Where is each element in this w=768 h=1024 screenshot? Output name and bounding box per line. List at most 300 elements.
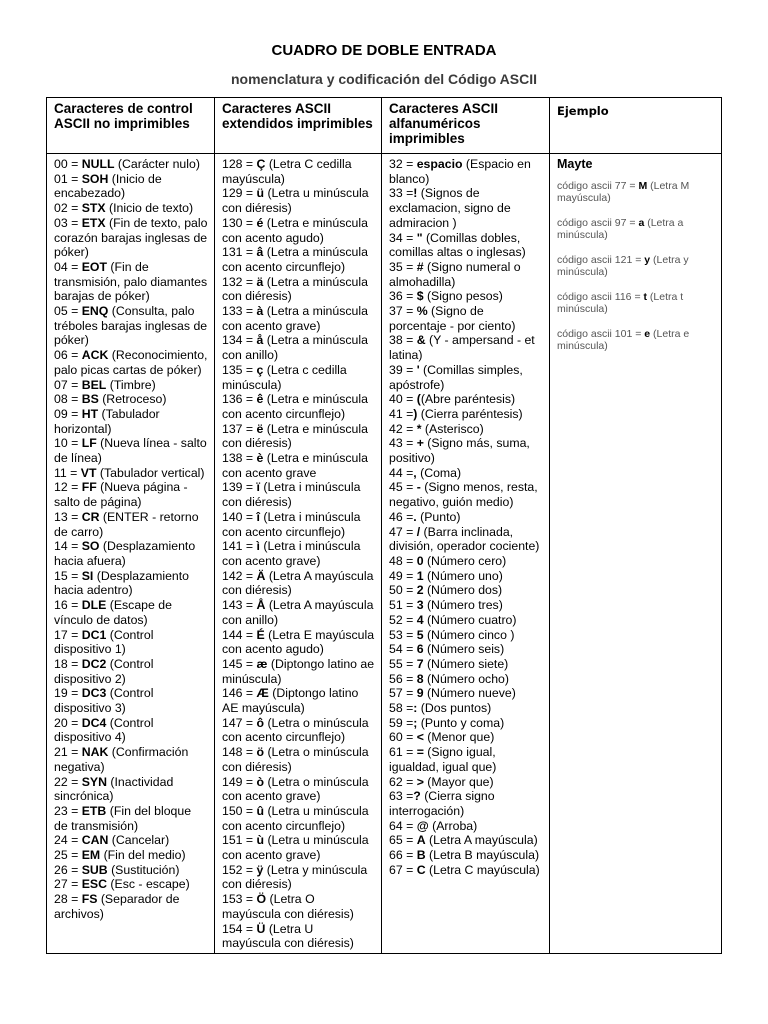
- char-code: 17 =: [54, 627, 82, 642]
- char-description: (Desplazamiento hacia adentro): [54, 568, 190, 598]
- char-description: (Número dos): [423, 583, 503, 598]
- extended-char-item: [222, 422, 375, 451]
- extended-char-item: [222, 657, 375, 686]
- char-description: (Cancelar): [108, 833, 170, 848]
- char-symbol: #: [416, 259, 424, 274]
- example-code: código ascii 101 =: [557, 327, 645, 340]
- example-code: código ascii 77 =: [557, 179, 639, 192]
- char-symbol: VT: [80, 465, 97, 480]
- alphanumeric-char-item: [389, 422, 543, 437]
- control-char-item: [54, 407, 208, 436]
- alphanumeric-char-item: [389, 789, 543, 818]
- char-symbol: &: [416, 333, 426, 348]
- example-line: [557, 254, 715, 278]
- alphanumeric-char-item: [389, 863, 543, 878]
- char-symbol: .: [413, 509, 417, 524]
- char-symbol: DC1: [81, 627, 107, 642]
- char-symbol: ACK: [81, 348, 109, 363]
- control-char-item: [54, 863, 208, 878]
- char-symbol: ENQ: [81, 304, 109, 319]
- alphanumeric-char-item: [389, 289, 543, 304]
- header-alphanumeric-chars: Caracteres ASCII alfanuméricos imprimibles: [382, 98, 550, 154]
- char-symbol: ö: [256, 745, 265, 760]
- char-symbol: HT: [81, 406, 99, 421]
- char-description: (Signo pesos): [423, 289, 503, 304]
- char-code: 34 =: [389, 230, 417, 245]
- char-code: 64 =: [389, 818, 417, 833]
- char-description: (Signo igual, igualdad, igual que): [389, 745, 497, 774]
- control-char-item: [54, 348, 208, 377]
- char-symbol: EOT: [81, 259, 107, 274]
- char-symbol: A: [416, 833, 426, 848]
- char-symbol: <: [416, 730, 424, 745]
- alphanumeric-chars-cell: [382, 154, 550, 954]
- extended-char-item: [222, 833, 375, 862]
- header-control-chars: Caracteres de control ASCII no imprimibles: [47, 98, 215, 154]
- extended-char-item: [222, 775, 375, 804]
- extended-char-item: [222, 863, 375, 892]
- char-description: (Letra u minúscula con acento circunflejo): [222, 803, 369, 833]
- char-symbol: FS: [81, 892, 98, 907]
- char-code: 139 =: [222, 480, 257, 495]
- example-symbol: a: [638, 216, 645, 229]
- alphanumeric-char-item: [389, 157, 543, 186]
- char-code: 47 =: [389, 524, 417, 539]
- char-code: 138 =: [222, 451, 257, 466]
- char-description: (Control dispositivo 1): [54, 627, 154, 657]
- char-description: (Confirmación negativa): [54, 745, 189, 774]
- char-code: 03 =: [54, 215, 82, 230]
- char-description: (Número seis): [423, 642, 505, 657]
- example-line: [557, 328, 715, 352]
- char-description: (Número ocho): [423, 671, 509, 686]
- char-description: (Comillas simples, apóstrofe): [389, 362, 523, 392]
- char-symbol: NULL: [81, 157, 115, 171]
- char-code: 50 =: [389, 583, 417, 598]
- extended-char-item: [222, 480, 375, 509]
- char-code: 61 =: [389, 745, 417, 760]
- char-symbol: ç: [256, 362, 264, 377]
- char-code: 41 =: [389, 406, 414, 421]
- char-symbol: ì: [256, 539, 260, 554]
- alphanumeric-char-item: [389, 525, 543, 554]
- char-description: (Letra B mayúscula): [425, 848, 540, 863]
- char-code: 04 =: [54, 259, 82, 274]
- char-code: 45 =: [389, 480, 417, 495]
- char-code: 132 =: [222, 274, 257, 289]
- char-symbol: (: [416, 392, 421, 407]
- char-symbol: ETB: [81, 803, 107, 818]
- char-symbol: 3: [416, 598, 424, 613]
- char-description: (Cierra paréntesis): [417, 406, 523, 421]
- example-symbol: t: [643, 290, 647, 303]
- control-char-item: [54, 304, 208, 348]
- char-symbol: LF: [81, 436, 97, 451]
- char-symbol: Æ: [256, 686, 269, 701]
- char-code: 55 =: [389, 656, 417, 671]
- char-code: 06 =: [54, 348, 82, 363]
- char-symbol: ): [413, 406, 418, 421]
- char-symbol: ETX: [81, 215, 106, 230]
- char-description: (Letra a minúscula con acento circunflejo): [222, 245, 368, 274]
- char-symbol: é: [256, 215, 264, 230]
- char-description: (ENTER - retorno de carro): [54, 509, 199, 539]
- extended-char-item: [222, 628, 375, 657]
- char-symbol: ": [416, 230, 423, 245]
- char-description: (Letra E mayúscula con acento agudo): [222, 627, 375, 657]
- char-symbol: 4: [416, 612, 424, 627]
- extended-char-item: [222, 510, 375, 539]
- char-code: 14 =: [54, 539, 82, 554]
- char-symbol: ü: [256, 186, 265, 201]
- example-code: código ascii 97 =: [557, 216, 639, 229]
- example-line: [557, 180, 715, 204]
- char-description: (Número tres): [423, 598, 503, 613]
- extended-char-item: [222, 892, 375, 921]
- alphanumeric-char-item: [389, 628, 543, 643]
- char-description: (Letra i minúscula con diéresis): [222, 480, 361, 510]
- char-description: (Letra u minúscula con diéresis): [222, 186, 369, 216]
- char-symbol: B: [416, 848, 426, 863]
- char-symbol: Ä: [256, 568, 266, 583]
- alphanumeric-char-item: [389, 466, 543, 481]
- char-code: 141 =: [222, 539, 257, 554]
- char-description: (Sustitución): [107, 862, 180, 877]
- char-symbol: ;: [413, 715, 418, 730]
- char-code: 151 =: [222, 833, 257, 848]
- char-description: (Carácter nulo): [114, 157, 200, 171]
- char-symbol: SUB: [81, 862, 108, 877]
- char-description: (Signo de porcentaje - por ciento): [389, 304, 516, 333]
- char-code: 19 =: [54, 686, 82, 701]
- alphanumeric-char-item: [389, 848, 543, 863]
- control-char-item: [54, 216, 208, 260]
- char-description: (Nueva página - salto de página): [54, 480, 188, 510]
- char-code: 65 =: [389, 833, 417, 848]
- control-char-item: [54, 392, 208, 407]
- char-description: (Abre paréntesis): [420, 392, 516, 407]
- char-description: (Letra e minúscula con acento agudo): [222, 215, 368, 245]
- char-code: 20 =: [54, 715, 82, 730]
- char-code: 15 =: [54, 568, 82, 583]
- char-description: (Tabulador vertical): [96, 465, 205, 480]
- char-description: (Letra c cedilla minúscula): [222, 362, 347, 392]
- extended-char-item: [222, 363, 375, 392]
- extended-char-item: [222, 539, 375, 568]
- char-description: (Letra A mayúscula con anillo): [222, 598, 374, 627]
- document-subtitle: nomenclatura y codificación del Código ASCII: [231, 71, 537, 87]
- char-symbol: 8: [416, 671, 424, 686]
- alphanumeric-char-item: [389, 583, 543, 598]
- extended-char-item: [222, 569, 375, 598]
- char-code: 12 =: [54, 480, 82, 495]
- char-symbol: 5: [416, 627, 424, 642]
- char-description: (Letra A mayúscula con diéresis): [222, 568, 374, 598]
- double-entry-table: [46, 97, 722, 954]
- alphanumeric-char-item: [389, 554, 543, 569]
- char-code: 32 =: [389, 157, 417, 171]
- char-description: (Comillas dobles, comillas altas o inglesas): [389, 230, 526, 260]
- alphanumeric-char-item: [389, 642, 543, 657]
- char-symbol: â: [256, 245, 264, 260]
- alphanumeric-char-item: [389, 480, 543, 509]
- char-description: (Inactividad sincrónica): [54, 774, 174, 804]
- char-description: (Número cero): [423, 553, 507, 568]
- alphanumeric-char-item: [389, 407, 543, 422]
- char-symbol: -: [416, 480, 421, 495]
- char-description: (Letra e minúscula con acento grave: [222, 451, 368, 480]
- char-symbol: è: [256, 451, 264, 466]
- extended-char-item: [222, 922, 375, 951]
- char-description: (Timbre): [106, 377, 156, 392]
- char-code: 147 =: [222, 715, 257, 730]
- alphanumeric-char-item: [389, 333, 543, 362]
- alphanumeric-char-item: [389, 819, 543, 834]
- char-code: 154 =: [222, 921, 257, 936]
- example-cell: [550, 154, 722, 954]
- extended-chars-cell: [215, 154, 382, 954]
- char-code: 58 =: [389, 701, 414, 716]
- char-code: 67 =: [389, 862, 417, 877]
- char-description: (Letra o minúscula con diéresis): [222, 745, 369, 774]
- alphanumeric-char-item: [389, 231, 543, 260]
- char-symbol: =: [416, 745, 424, 760]
- char-code: 140 =: [222, 509, 257, 524]
- char-code: 02 =: [54, 201, 82, 216]
- char-description: (Desplazamiento hacia afuera): [54, 539, 196, 568]
- extended-char-item: [222, 216, 375, 245]
- extended-char-item: [222, 598, 375, 627]
- control-char-item: [54, 598, 208, 627]
- char-description: (Inicio de texto): [105, 201, 194, 216]
- char-symbol: ': [416, 362, 420, 377]
- alphanumeric-char-item: [389, 186, 543, 230]
- char-description: (Letra y minúscula con diéresis): [222, 862, 368, 892]
- char-description: (Letra e minúscula con acento circunflejo): [222, 392, 368, 421]
- char-symbol: SO: [81, 539, 100, 554]
- char-code: 57 =: [389, 686, 417, 701]
- alphanumeric-char-item: [389, 304, 543, 333]
- char-code: 48 =: [389, 553, 417, 568]
- alphanumeric-char-item: [389, 657, 543, 672]
- char-description: (Número cuatro): [423, 612, 517, 627]
- control-char-item: [54, 833, 208, 848]
- char-symbol: Ö: [256, 892, 267, 907]
- char-description: (Signo menos, resta, negativo, guión medio): [389, 480, 538, 510]
- char-symbol: Å: [256, 598, 266, 613]
- char-symbol: ESC: [81, 877, 107, 892]
- char-code: 21 =: [54, 745, 82, 760]
- char-symbol: SYN: [81, 774, 107, 789]
- char-code: 42 =: [389, 421, 417, 436]
- char-symbol: !: [413, 186, 418, 201]
- char-symbol: SI: [81, 568, 94, 583]
- char-description: (Control dispositivo 3): [54, 686, 154, 716]
- example-line: [557, 291, 715, 315]
- char-code: 25 =: [54, 848, 82, 863]
- example-line: [557, 217, 715, 241]
- alphanumeric-char-item: [389, 730, 543, 745]
- control-chars-cell: [47, 154, 215, 954]
- char-code: 23 =: [54, 803, 82, 818]
- char-description: (Letra e minúscula con diéresis): [222, 421, 368, 451]
- char-description: (Letra C cedilla mayúscula): [222, 157, 352, 186]
- char-code: 10 =: [54, 436, 82, 451]
- char-code: 33 =: [389, 186, 414, 201]
- char-code: 60 =: [389, 730, 417, 745]
- char-code: 59 =: [389, 715, 414, 730]
- char-code: 36 =: [389, 289, 417, 304]
- char-code: 128 =: [222, 157, 257, 171]
- char-code: 39 =: [389, 362, 417, 377]
- alphanumeric-char-item: [389, 510, 543, 525]
- extended-char-item: [222, 686, 375, 715]
- alphanumeric-char-item: [389, 598, 543, 613]
- char-description: (Diptongo latino ae minúscula): [222, 656, 375, 686]
- char-symbol: DC4: [81, 715, 107, 730]
- char-description: (Número uno): [423, 568, 503, 583]
- char-symbol: FF: [81, 480, 97, 495]
- char-symbol: STX: [81, 201, 106, 216]
- char-description: (Barra inclinada, división, operador cociente): [389, 524, 540, 554]
- char-description: (Letra i minúscula con acento circunflejo): [222, 509, 361, 539]
- char-symbol: $: [416, 289, 424, 304]
- char-code: 13 =: [54, 509, 82, 524]
- char-code: 35 =: [389, 259, 417, 274]
- char-code: 37 =: [389, 304, 417, 319]
- char-description: (Nueva línea - salto de línea): [54, 436, 207, 466]
- char-code: 129 =: [222, 186, 257, 201]
- char-symbol: ô: [256, 715, 265, 730]
- char-symbol: +: [416, 436, 424, 451]
- char-symbol: î: [256, 509, 260, 524]
- document-title: CUADRO DE DOBLE ENTRADA: [271, 42, 497, 59]
- char-description: (Letra o minúscula con acento circunflejo): [222, 715, 369, 745]
- char-description: (Coma): [416, 465, 462, 480]
- char-description: (Retroceso): [98, 392, 167, 407]
- alphanumeric-char-item: [389, 672, 543, 687]
- char-code: 24 =: [54, 833, 82, 848]
- control-char-item: [54, 510, 208, 539]
- control-char-item: [54, 480, 208, 509]
- char-code: 143 =: [222, 598, 257, 613]
- char-symbol: à: [256, 304, 264, 319]
- char-code: 149 =: [222, 774, 257, 789]
- char-symbol: ù: [256, 833, 265, 848]
- char-code: 131 =: [222, 245, 257, 260]
- char-description: (Consulta, palo tréboles barajas inglesas de póker): [54, 304, 208, 348]
- char-symbol: DC3: [81, 686, 107, 701]
- control-char-item: [54, 848, 208, 863]
- alphanumeric-char-item: [389, 363, 543, 392]
- char-code: 150 =: [222, 803, 257, 818]
- char-symbol: æ: [256, 656, 268, 671]
- char-code: 26 =: [54, 862, 82, 877]
- char-code: 134 =: [222, 333, 257, 348]
- char-description: (Reconocimiento, palo picas cartas de póker): [54, 348, 208, 377]
- char-description: (Asterisco): [421, 421, 484, 436]
- alphanumeric-char-item: [389, 775, 543, 790]
- char-description: (Punto y coma): [417, 715, 505, 730]
- char-code: 130 =: [222, 215, 257, 230]
- char-code: 09 =: [54, 406, 82, 421]
- control-char-item: [54, 745, 208, 774]
- char-code: 53 =: [389, 627, 417, 642]
- example-description: (Letra a minúscula): [557, 216, 684, 241]
- char-description: (Signo más, suma, positivo): [389, 436, 530, 466]
- char-description: (Letra o minúscula con acento grave): [222, 774, 369, 804]
- char-description: (Letra i minúscula con acento grave): [222, 539, 361, 568]
- char-symbol: û: [256, 803, 265, 818]
- char-description: (Dos puntos): [417, 701, 492, 716]
- alphanumeric-char-item: [389, 833, 543, 848]
- control-char-item: [54, 466, 208, 481]
- char-symbol: /: [416, 524, 421, 539]
- char-code: 54 =: [389, 642, 417, 657]
- char-symbol: CAN: [81, 833, 109, 848]
- char-symbol: BEL: [81, 377, 107, 392]
- control-char-item: [54, 260, 208, 304]
- char-symbol: BS: [81, 392, 99, 407]
- control-char-item: [54, 436, 208, 465]
- extended-char-item: [222, 245, 375, 274]
- char-description: (Letra U mayúscula con diéresis): [222, 921, 354, 951]
- extended-char-item: [222, 304, 375, 333]
- char-code: 152 =: [222, 862, 257, 877]
- char-description: (Número siete): [423, 656, 509, 671]
- char-description: (Fin del medio): [100, 848, 186, 863]
- char-symbol: EM: [81, 848, 101, 863]
- char-symbol: %: [416, 304, 428, 319]
- char-symbol: SOH: [81, 171, 109, 186]
- char-code: 56 =: [389, 671, 417, 686]
- alphanumeric-char-item: [389, 701, 543, 716]
- char-code: 63 =: [389, 789, 414, 804]
- char-symbol: å: [256, 333, 264, 348]
- char-description: (Letra A mayúscula): [425, 833, 538, 848]
- example-description: (Letra M mayúscula): [557, 179, 690, 204]
- control-char-item: [54, 569, 208, 598]
- example-description: (Letra t minúscula): [557, 290, 684, 315]
- char-symbol: :: [413, 701, 418, 716]
- char-symbol: 2: [416, 583, 424, 598]
- char-description: (Cierra signo interrogación): [389, 789, 495, 818]
- char-code: 144 =: [222, 627, 257, 642]
- extended-char-item: [222, 392, 375, 421]
- control-char-item: [54, 877, 208, 892]
- char-symbol: DLE: [81, 598, 107, 613]
- char-code: 146 =: [222, 686, 257, 701]
- char-symbol: @: [416, 818, 429, 833]
- char-description: (Número cinco ): [423, 627, 515, 642]
- char-code: 11 =: [54, 465, 81, 480]
- char-description: (Esc - escape): [107, 877, 190, 892]
- char-symbol: ÿ: [256, 862, 264, 877]
- char-code: 137 =: [222, 421, 257, 436]
- char-code: 00 =: [54, 157, 82, 171]
- char-code: 01 =: [54, 171, 82, 186]
- alphanumeric-char-item: [389, 686, 543, 701]
- alphanumeric-char-item: [389, 745, 543, 774]
- control-char-item: [54, 775, 208, 804]
- control-char-item: [54, 892, 208, 921]
- control-char-item: [54, 201, 208, 216]
- example-description: (Letra e minúscula): [557, 327, 690, 352]
- char-description: (Fin de transmisión, palo diamantes barajas de póker): [54, 259, 208, 304]
- example-symbol: M: [638, 179, 648, 192]
- header-extended-chars: Caracteres ASCII extendidos imprimibles: [215, 98, 382, 154]
- char-description: (Letra O mayúscula con diéresis): [222, 892, 354, 921]
